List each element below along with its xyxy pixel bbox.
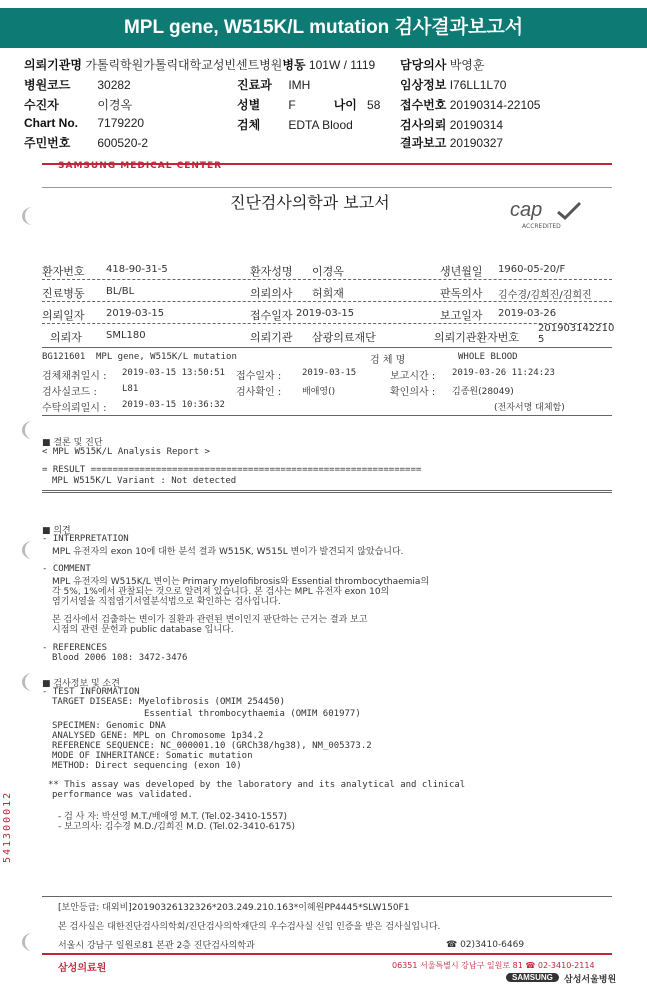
comment-line-5: 시점의 관련 문헌과 public database 입니다. xyxy=(52,625,234,635)
samsung-logo: SAMSUNG xyxy=(506,973,559,982)
label-hospital-code: 병원코드 xyxy=(24,78,71,92)
punch-hole-2 xyxy=(22,421,43,439)
interp-heading: - INTERPRETATION xyxy=(42,534,129,544)
label-spec-name: 검 체 명 xyxy=(370,355,406,366)
label-repdate: 보고일자 xyxy=(440,309,483,322)
header-row-4-right xyxy=(400,116,503,133)
label-patient: 수진자 xyxy=(24,98,59,112)
value-patient: 이경옥 xyxy=(97,98,133,112)
label-labcode: 검사실코드 : xyxy=(42,387,97,398)
label-ward: 병동 xyxy=(282,58,306,72)
security-line: [보안등급: 대외비]20190326132326*203.249.210.163*이혜원PP4445*SLW150F1 xyxy=(58,903,410,913)
report-banner: MPL gene, W515K/L mutation 검사결과보고서 xyxy=(0,8,647,48)
rule-2 xyxy=(42,415,612,416)
header-row-4 xyxy=(24,116,144,130)
label-reporttime: 보고시간 : xyxy=(390,371,436,382)
label-dob: 생년월일 xyxy=(440,265,483,278)
punch-hole-4 xyxy=(22,673,43,691)
grid-line-3 xyxy=(42,323,612,324)
result-section: ■ 결론 및 진단 xyxy=(42,438,103,448)
cap-sub: ACCREDITED xyxy=(522,223,561,230)
hospital-name: 삼성의료원 xyxy=(58,963,107,974)
cert-line: 본 검사실은 대한진단검사의학회/진단검사의학재단의 우수검사실 신임 인증을 받은 검사실입니다. xyxy=(58,922,441,932)
label-confirm: 검사확인 : xyxy=(236,387,282,398)
header-row-5-right xyxy=(400,134,503,151)
value-ward: 101W / 1119 xyxy=(308,58,376,72)
label-clinical-info: 임상정보 xyxy=(400,78,447,92)
label-institution: 의뢰기관명 xyxy=(24,58,82,72)
value-instno: 201903142210 5 xyxy=(538,323,615,345)
label-inst: 의뢰기관 xyxy=(250,331,293,344)
value-pid: 418-90-31-5 xyxy=(106,264,168,275)
center-name: SAMSUNG MEDICAL CENTER xyxy=(58,161,223,171)
header-row-2 xyxy=(24,76,131,93)
value-request-date: 20190314 xyxy=(449,118,504,132)
cap-logo: cap xyxy=(510,199,543,221)
header-row-3-mid xyxy=(237,96,380,113)
value-spec-name: WHOLE BLOOD xyxy=(458,352,518,362)
grid-line-4 xyxy=(42,347,612,348)
value-dob: 1960-05-20/F xyxy=(498,264,566,275)
test-name: MPL gene, W515K/L mutation xyxy=(96,352,237,362)
opinion-section: ■ 의견 xyxy=(42,526,71,536)
brand-name: 삼성서울병원 xyxy=(564,975,617,985)
label-specimen: 검체 xyxy=(237,118,261,132)
label-department: 진료과 xyxy=(237,78,272,92)
target-disease: TARGET DISEASE: Myelofibrosis (OMIM 254450) xyxy=(52,697,285,707)
inspector-line: - 검 사 자: 박선영 M.T./배애영 M.T. (Tel.02-3410-1557) xyxy=(58,812,288,822)
side-id: 541300012 xyxy=(2,790,13,863)
lab-address: 서울시 강남구 일원로81 본관 2층 진단검사의학과 xyxy=(58,941,255,951)
refs-heading: - REFERENCES xyxy=(42,643,108,653)
value-ward2: BL/BL xyxy=(106,286,135,297)
value-confirm: 배애영() xyxy=(302,387,336,397)
testinfo-heading: - TEST INFORMATION xyxy=(42,687,140,697)
specimen-info: SPECIMEN: Genomic DNA xyxy=(52,721,166,731)
grid-line-2 xyxy=(42,301,612,302)
label-chart-no: Chart No. xyxy=(24,116,78,130)
label-dept: 의뢰자 xyxy=(50,331,82,344)
value-resident-no: 600520-2 xyxy=(97,136,149,150)
label-pname: 환자성명 xyxy=(250,265,293,278)
value-specimen: EDTA Blood xyxy=(288,118,353,132)
label-sex: 성별 xyxy=(237,98,261,112)
rule-3 xyxy=(42,490,612,493)
esign-note: (전자서명 대체함) xyxy=(494,403,565,413)
label-doctor: 담당의사 xyxy=(400,58,447,72)
interp-text: MPL 유전자의 exon 10에 대한 분석 결과 W515K, W515L 변이가 발견되지 않았습니다. xyxy=(52,547,404,557)
hospital-address: 06351 서울특별시 강남구 일원로 81 ☎ 02-3410-2114 xyxy=(392,961,595,970)
header-row-2-mid xyxy=(237,76,310,93)
header-row-3-right xyxy=(400,96,540,113)
rule-4 xyxy=(42,896,612,897)
assay-note-1: ** This assay was developed by the laboratory and its analytical and clinical xyxy=(48,780,466,790)
value-dept: SML180 xyxy=(106,330,146,341)
method-info: METHOD: Direct sequencing (exon 10) xyxy=(52,761,242,771)
comment-line-4: 본 검사에서 검출하는 변이가 질환과 관련된 변이인지 판단하는 근거는 결과 보고 xyxy=(52,615,368,625)
value-recvd: 2019-03-15 xyxy=(302,368,357,378)
label-reader: 판독의사 xyxy=(440,287,483,300)
punch-hole-1 xyxy=(22,207,43,225)
value-reqdate: 2019-03-15 xyxy=(106,308,165,319)
value-recvdate: 2019-03-15 xyxy=(296,308,355,319)
value-inst: 삼광의료재단 xyxy=(312,331,376,344)
target-disease-2: Essential thrombocythaemia (OMIM 601977) xyxy=(144,709,361,719)
value-sex: F xyxy=(288,98,296,112)
label-refdoc: 의뢰의사 xyxy=(250,287,293,300)
value-reader: 김수경/김희진/김희진 xyxy=(498,290,592,301)
mode-inheritance: MODE OF INHERITANCE: Somatic mutation xyxy=(52,751,253,761)
header-row-2-right xyxy=(400,76,506,93)
value-institution: 가톨릭학원가톨릭대학교성빈센트병원 xyxy=(85,58,283,72)
analysed-gene: ANALYSED GENE: MPL on Chromosome 1p34.2 xyxy=(52,731,264,741)
reference-sequence: REFERENCE SEQUENCE: NC_000001.10 (GRCh38/hg38), NM_005373.2 xyxy=(52,741,372,751)
comment-line-3: 염기서열을 직접염기서열분석법으로 확인하는 검사입니다. xyxy=(52,597,281,607)
value-labcode: L81 xyxy=(122,384,139,394)
value-hospital-code: 30282 xyxy=(97,78,131,92)
info-section: ■ 검사정보 및 소견 xyxy=(42,679,120,689)
punch-hole-3 xyxy=(22,541,43,559)
label-vdoc: 확인의사 : xyxy=(390,387,436,398)
grid-line-1 xyxy=(42,279,612,280)
value-reporttime: 2019-03-26 11:24:23 xyxy=(452,368,555,378)
scanned-report xyxy=(2,161,617,989)
value-refdoc: 허희재 xyxy=(312,287,344,300)
comment-line-2: 각 5%, 1%에서 관찰되는 것으로 알려져 있습니다. 본 검사는 MPL 유전자 exon 10의 xyxy=(52,587,390,597)
label-age: 나이 xyxy=(333,98,357,112)
label-recvd: 접수일자 : xyxy=(236,371,282,382)
value-department: IMH xyxy=(288,78,311,92)
header-row-4-mid xyxy=(237,116,353,133)
value-collect: 2019-03-15 13:50:51 xyxy=(122,368,225,378)
header-row-1 xyxy=(24,56,375,73)
header-row-5 xyxy=(24,134,148,151)
value-pname: 이경옥 xyxy=(312,265,344,278)
label-recvdate: 접수일자 xyxy=(250,309,293,322)
result-variant: MPL W515K/L Variant : Not detected xyxy=(52,476,237,486)
assay-note-2: performance was validated. xyxy=(52,790,193,800)
check-icon xyxy=(556,201,582,221)
lab-tel: ☎ 02)3410-6469 xyxy=(446,940,525,950)
label-entrusted: 수탁의뢰일시 : xyxy=(42,403,107,414)
rule-1 xyxy=(42,187,612,188)
label-receipt-no: 접수번호 xyxy=(400,98,447,112)
label-resident-no: 주민번호 xyxy=(24,136,71,150)
header-row-3 xyxy=(24,96,132,113)
label-pid: 환자번호 xyxy=(42,265,85,278)
value-repdate: 2019-03-26 xyxy=(498,308,557,319)
header-row-1-right xyxy=(400,56,485,73)
comment-line-1: MPL 유전자의 W515K/L 변이는 Primary myelofibrosis와 Essential thrombocythaemia의 xyxy=(52,577,430,587)
test-code: BG121601 xyxy=(42,352,86,362)
value-doctor: 박영훈 xyxy=(449,58,485,72)
punch-hole-5 xyxy=(22,933,43,951)
value-entrusted: 2019-03-15 10:36:32 xyxy=(122,400,225,410)
label-reqdate: 의뢰일자 xyxy=(42,309,85,322)
label-ward2: 진료병동 xyxy=(42,287,85,300)
comment-heading: - COMMENT xyxy=(42,564,91,574)
value-chart-no: 7179220 xyxy=(97,116,145,130)
label-collect: 검체채취일시 : xyxy=(42,371,107,382)
label-instno: 의뢰기관환자번호 xyxy=(434,331,520,344)
reporter-line: - 보고의사: 김수경 M.D./김희진 M.D. (Tel.02-3410-6175) xyxy=(58,822,296,832)
value-vdoc: 김종원(28049) xyxy=(452,387,514,397)
value-age: 58 xyxy=(367,98,381,112)
value-receipt-no: 20190314-22105 xyxy=(449,98,541,112)
report-title: 진단검사의학과 보고서 xyxy=(230,193,390,212)
result-subtitle: < MPL W515K/L Analysis Report > xyxy=(42,447,210,457)
value-clinical-info: I76LL1L70 xyxy=(449,78,507,92)
bottom-red-rule xyxy=(42,953,612,955)
value-report-date: 20190327 xyxy=(449,136,504,150)
result-header: = RESULT ============================================================= xyxy=(42,465,422,475)
label-request-date: 검사의뢰 xyxy=(400,118,447,132)
label-report-date: 결과보고 xyxy=(400,136,447,150)
ref-1: Blood 2006 108: 3472-3476 xyxy=(52,653,188,663)
